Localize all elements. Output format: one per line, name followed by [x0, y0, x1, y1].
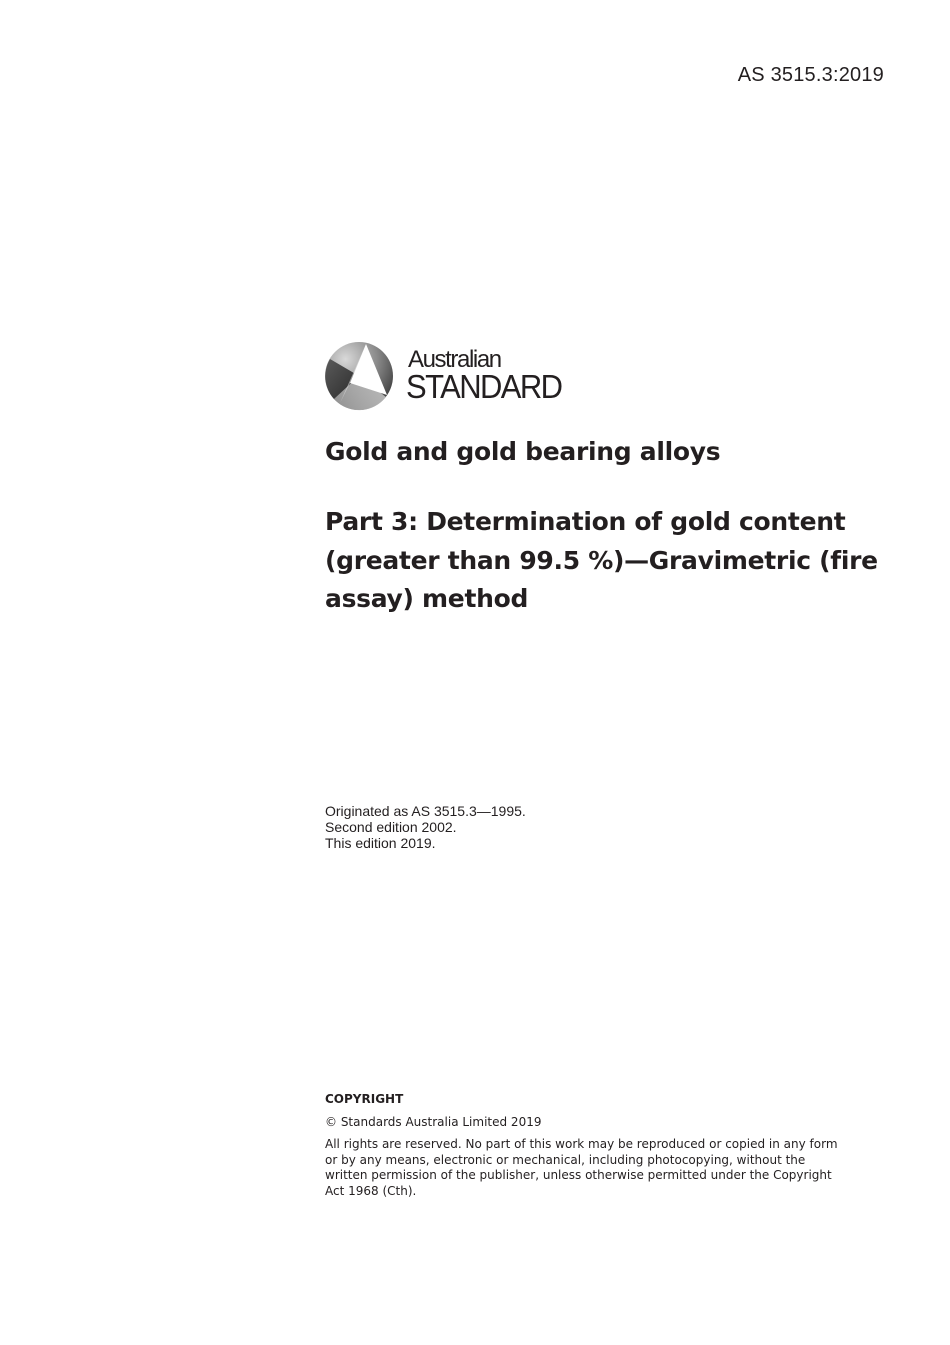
edition-history: [325, 803, 526, 851]
copyright-notice: All rights are reserved. No part of this work may be reproduced or copied in any form or by any means, electronic or mechanical, including photocopying, without the written permission of the publisher, unless otherwise permitted under the Copyright Act 1968 (Cth).: [325, 1137, 838, 1198]
part-title-line-1: Part 3: Determination of gold content: [325, 507, 846, 536]
part-title-line-2: (greater than 99.5 %)—Gravimetric (fire: [325, 545, 878, 575]
logo-word-standard: STANDARD: [406, 367, 562, 406]
document-part-title: [325, 503, 915, 619]
australian-standard-logo: [324, 340, 584, 412]
copyright-block: [325, 1092, 855, 1199]
logo-word-australian: Australian: [408, 346, 501, 373]
history-this-edition: This edition 2019.: [325, 835, 436, 851]
copyright-heading: COPYRIGHT: [325, 1092, 404, 1106]
australian-standard-triangle-icon: [324, 341, 394, 411]
document-title: Gold and gold bearing alloys: [325, 437, 721, 466]
copyright-holder: © Standards Australia Limited 2019: [325, 1114, 542, 1129]
part-title-line-3: assay) method: [325, 584, 529, 613]
history-originated: Originated as AS 3515.3—1995.: [325, 803, 526, 819]
history-second-edition: Second edition 2002.: [325, 819, 457, 835]
standard-number: AS 3515.3:2019: [737, 64, 884, 86]
